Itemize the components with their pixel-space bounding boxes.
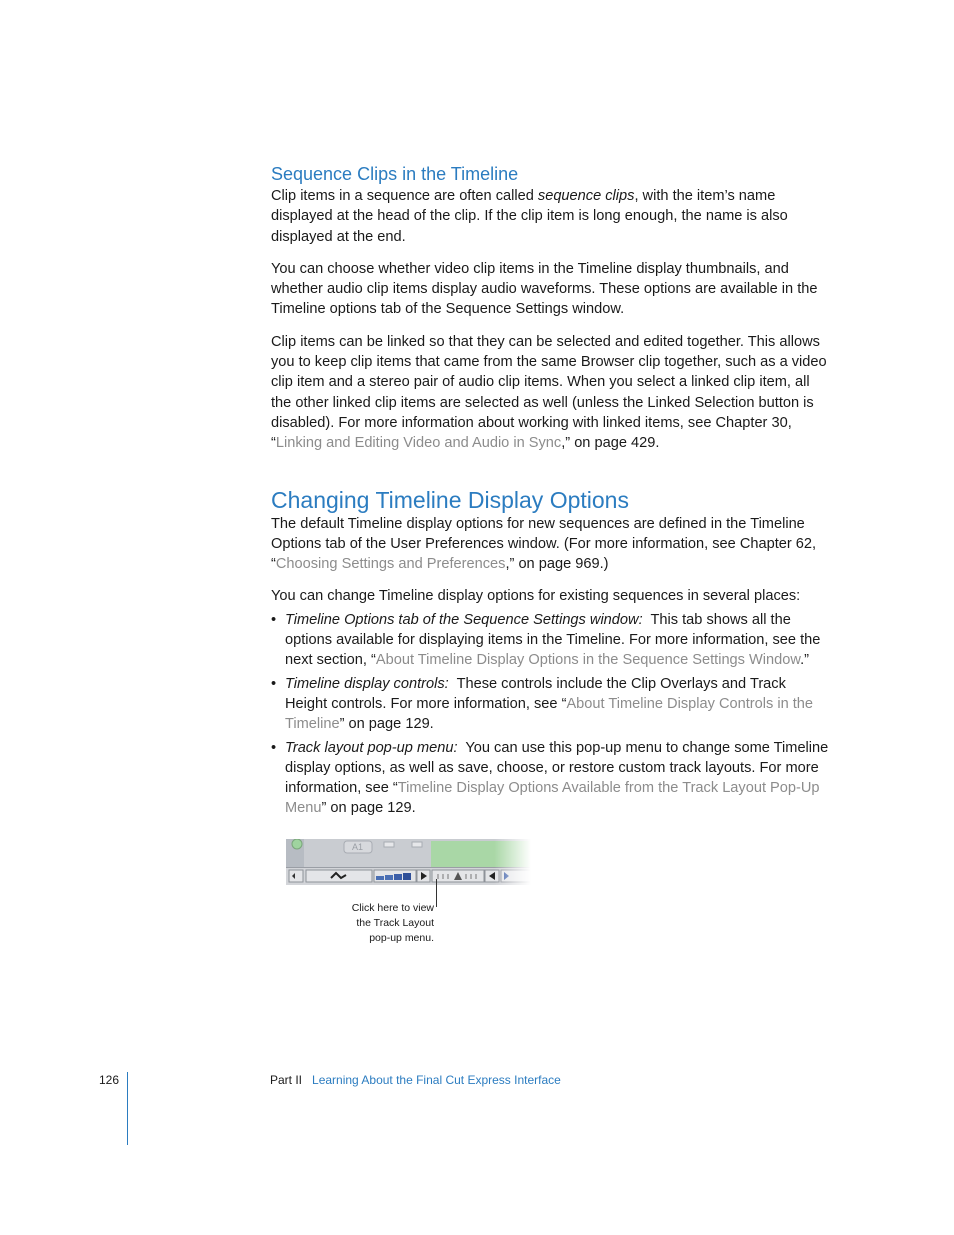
text: Clip items in a sequence are often called xyxy=(271,188,538,204)
timeline-controls-image xyxy=(286,839,531,887)
text: You can use this pop-up menu to change some Timeline display options, as well as save, choose, or restore custom track layouts. For more information, see “ xyxy=(285,739,833,797)
part-title: Learning About the Final Cut Express Interface xyxy=(312,1073,561,1087)
timeline-screenshot-figure xyxy=(286,839,536,949)
text: .” xyxy=(800,652,810,669)
page-content xyxy=(271,162,831,949)
caption-line: Click here to view xyxy=(351,901,434,914)
item-lead: Track layout pop-up menu: xyxy=(285,739,458,756)
paragraph xyxy=(271,186,831,247)
timeline-screenshot xyxy=(286,839,531,887)
item-lead: Timeline display controls: xyxy=(285,675,449,692)
list-item xyxy=(271,738,831,819)
paragraph: You can choose whether video clip items in the Timeline display thumbnails, and whether audio clip items display audio waveforms. These options are available in the Timeline options tab of the Sequence Settings window. xyxy=(271,260,818,318)
footer-divider xyxy=(127,1072,128,1145)
item-lead: Timeline Options tab of the Sequence Settings window: xyxy=(285,611,643,628)
cross-reference-link[interactable]: Choosing Settings and Preferences xyxy=(275,556,506,573)
list-item xyxy=(271,674,831,735)
figure-caption xyxy=(316,901,434,946)
paragraph xyxy=(271,332,831,454)
bullet-list xyxy=(271,610,831,819)
text: This tab shows all the options available for displaying items in the Timeline. For more information, see the next section, “ xyxy=(285,611,825,669)
chapter-heading: Changing Timeline Display Options xyxy=(271,486,629,513)
paragraph xyxy=(271,514,831,575)
section-heading: Sequence Clips in the Timeline xyxy=(271,164,519,184)
text: ” on page 129. xyxy=(339,716,434,733)
page-number: 126 xyxy=(99,1073,120,1087)
text: The default Timeline display options for new sequences are defined in the Timeline Options tab of the User Preferences window. (For more information, see Chapter 62, “ xyxy=(271,515,817,573)
emphasis-text: sequence clips xyxy=(537,188,635,204)
caption-line: pop-up menu. xyxy=(369,931,434,944)
cross-reference-link[interactable]: About Timeline Display Options in the Sequence Settings Window xyxy=(375,652,801,669)
callout-line xyxy=(436,879,437,907)
text: ,” on page 969.) xyxy=(505,556,609,573)
text: ,” on page 429. xyxy=(561,435,660,452)
text: Clip items can be linked so that they can be selected and edited together. This allows you to keep clip items that came from the same Browser clip together, such as a video clip item and a stereo pair of audio clip items. When you select a linked clip item, all the other linked clip items are selected as well (unless the Linked Selection button is disabled). For more information about working with linked items, see Chapter 30, “ xyxy=(271,333,827,452)
cross-reference-link[interactable]: Linking and Editing Video and Audio in Sync xyxy=(275,435,562,452)
running-footer xyxy=(270,1073,561,1087)
text: These controls include the Clip Overlays and Track Height controls. For more information, see “ xyxy=(285,675,790,712)
part-label: Part II xyxy=(270,1073,303,1087)
cross-reference-link[interactable]: Timeline Display Options Available from the Track Layout Pop-Up Menu xyxy=(285,780,820,817)
text: ” on page 129. xyxy=(321,800,416,817)
paragraph: You can change Timeline display options for existing sequences in several places: xyxy=(271,588,801,605)
list-item xyxy=(271,610,831,671)
caption-line: the Track Layout xyxy=(356,916,434,929)
text: , with the item’s name displayed at the head of the clip. If the clip item is long enough, the name is also displayed at the end. xyxy=(271,188,788,245)
cross-reference-link[interactable]: About Timeline Display Controls in the Timeline xyxy=(285,695,814,733)
